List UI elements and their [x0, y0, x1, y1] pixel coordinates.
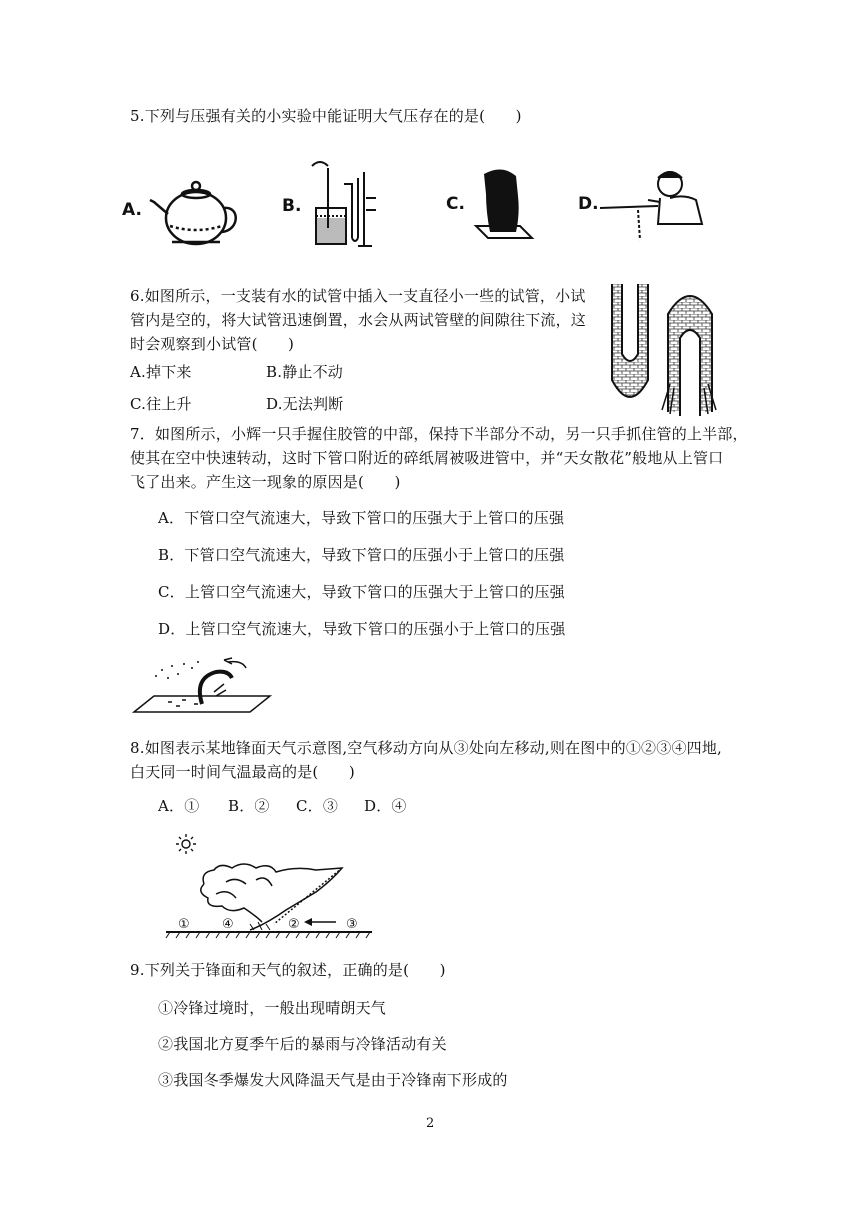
q7-option-c: C．上管口空气流速大，导致下管口的压强大于上管口的压强 — [158, 583, 565, 601]
q8-fig-label-2: ② — [288, 917, 300, 932]
q8-fig-label-4: ④ — [222, 917, 234, 932]
q8-option-c: C．③ — [296, 797, 339, 815]
q6-option-a: A.掉下来 — [130, 363, 192, 381]
q7-option-d: D．上管口空气流速大，导致下管口的压强小于上管口的压强 — [158, 620, 566, 638]
q5-label-d: D. — [578, 194, 599, 214]
q6-option-c: C.往上升 — [130, 395, 192, 413]
q8-stem-line-1: 8.如图表示某地锋面天气示意图,空气移动方向从③处向左移动,则在图中的①②③④四地, — [130, 739, 723, 757]
sun-icon — [176, 834, 196, 854]
hand-in-bag-figure — [468, 166, 536, 242]
q9-item-3: ③我国冬季爆发大风降温天气是由于冷锋南下形成的 — [158, 1071, 508, 1089]
q8-fig-label-3: ③ — [346, 917, 358, 932]
q7-stem-line-3: 飞了出来。产生这一现象的原因是( ) — [130, 473, 401, 491]
q5-label-a: A. — [122, 200, 142, 220]
q6-stem-line-1: 6.如图所示，一支装有水的试管中插入一支直径小一些的试管，小试 — [130, 287, 586, 305]
q8-option-d: D．④ — [364, 797, 407, 815]
spinning-tube-figure — [132, 656, 272, 718]
q6-option-b: B.静止不动 — [266, 363, 343, 381]
q6-option-d: D.无法判断 — [266, 395, 344, 413]
q5-label-c: C. — [446, 194, 465, 214]
q9-item-2: ②我国北方夏季午后的暴雨与冷锋活动有关 — [158, 1035, 447, 1053]
q8-fig-label-1: ① — [178, 917, 190, 932]
q7-stem-line-2: 使其在空中快速转动，这时下管口附近的碎纸屑被吸进管中，并“天女散花”般地从上管口 — [130, 449, 724, 467]
q5-stem: 5.下列与压强有关的小实验中能证明大气压存在的是( ) — [130, 107, 522, 125]
q6-stem-line-2: 管内是空的，将大试管迅速倒置，水会从两试管壁的间隙往下流，这 — [130, 311, 587, 329]
q8-option-b: B．② — [228, 797, 270, 815]
q9-item-1: ①冷锋过境时，一般出现晴朗天气 — [158, 999, 387, 1017]
q7-stem-line-1: 7．如图所示，小辉一只手握住胶管的中部，保持下半部分不动，另一只手抓住管的上半部， — [130, 425, 748, 443]
q7-option-b: B．下管口空气流速大，导致下管口的压强小于上管口的压强 — [158, 546, 565, 564]
q8-stem-line-2: 白天同一时间气温最高的是( ) — [130, 763, 355, 781]
q5-label-b: B. — [282, 196, 302, 216]
q7-option-a: A．下管口空气流速大，导致下管口的压强大于上管口的压强 — [158, 509, 565, 527]
test-tubes-figure — [608, 284, 722, 416]
page-number: 2 — [426, 1116, 435, 1131]
person-drinking-figure — [598, 164, 708, 244]
q9-stem: 9.下列关于锋面和天气的叙述，正确的是( ) — [130, 961, 446, 979]
teapot-figure — [148, 178, 240, 250]
front-weather-diagram — [166, 858, 372, 938]
q8-option-a: A．① — [158, 797, 200, 815]
q6-stem-line-3: 时会观察到小试管( ) — [130, 335, 295, 353]
manometer-figure — [304, 158, 380, 250]
